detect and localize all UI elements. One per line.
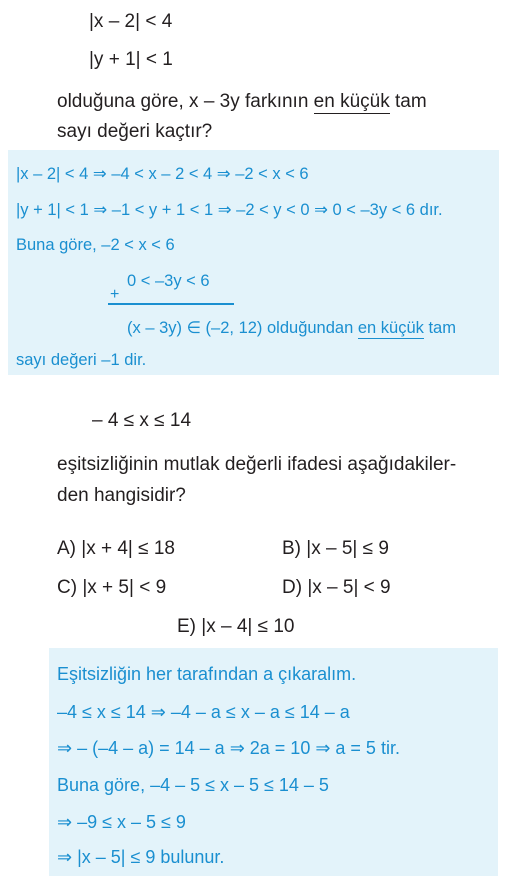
solution1-line2: |y + 1| < 1 ⇒ –1 < y + 1 < 1 ⇒ –2 < y < 0 ⇒ 0 < –3y < 6 dır. <box>16 201 443 219</box>
solution1-line6: sayı değeri –1 dir. <box>16 351 147 369</box>
solution1-line5-end: tam <box>423 319 456 337</box>
sum-line <box>108 303 234 305</box>
solution1-line3: Buna göre, –2 < x < 6 <box>16 236 175 254</box>
solution1-underlined-phrase: en küçük <box>357 319 424 337</box>
problem1-question-line1 <box>57 90 427 113</box>
option-e: E) |x – 4| ≤ 10 <box>177 616 295 637</box>
option-d: D) |x – 5| < 9 <box>282 577 391 598</box>
problem1-question-text-end: tam <box>389 91 427 112</box>
solution1-line4: 0 < –3y < 6 <box>127 272 210 290</box>
solution2-line3: ⇒ – (–4 – a) = 14 – a ⇒ 2a = 10 ⇒ a = 5 tir. <box>57 738 400 758</box>
problem1-underlined-phrase: en küçük <box>313 91 390 112</box>
solution2-line5: ⇒ –9 ≤ x – 5 ≤ 9 <box>57 812 186 832</box>
plus-sign: + <box>110 286 120 303</box>
solution1-line5-text: (x – 3y) ∈ (–2, 12) olduğundan <box>127 319 358 337</box>
option-c: C) |x + 5| < 9 <box>57 577 167 598</box>
problem1-question-line2: sayı değeri kaçtır? <box>57 121 213 142</box>
problem1-condition-y: |y + 1| < 1 <box>89 49 173 70</box>
problem2-expression: – 4 ≤ x ≤ 14 <box>92 410 192 431</box>
problem1-condition-x: |x – 2| < 4 <box>89 11 173 32</box>
solution2-line4: Buna göre, –4 – 5 ≤ x – 5 ≤ 14 – 5 <box>57 775 329 795</box>
problem2-question-line2: den hangisidir? <box>57 485 186 506</box>
solution2-line2: –4 ≤ x ≤ 14 ⇒ –4 – a ≤ x – a ≤ 14 – a <box>57 702 350 722</box>
problem2-question-line1: eşitsizliğinin mutlak değerli ifadesi aşağıdakiler- <box>57 454 457 475</box>
solution1-line5 <box>127 318 456 339</box>
option-b: B) |x – 5| ≤ 9 <box>282 538 389 559</box>
solution1-line1: |x – 2| < 4 ⇒ –4 < x – 2 < 4 ⇒ –2 < x < 6 <box>16 165 309 183</box>
solution2-line6: ⇒ |x – 5| ≤ 9 bulunur. <box>57 847 225 867</box>
solution2-line1: Eşitsizliğin her tarafından a çıkaralım. <box>57 664 357 684</box>
option-a: A) |x + 4| ≤ 18 <box>57 538 175 559</box>
problem1-question-text: olduğuna göre, x – 3y farkının <box>57 91 314 112</box>
